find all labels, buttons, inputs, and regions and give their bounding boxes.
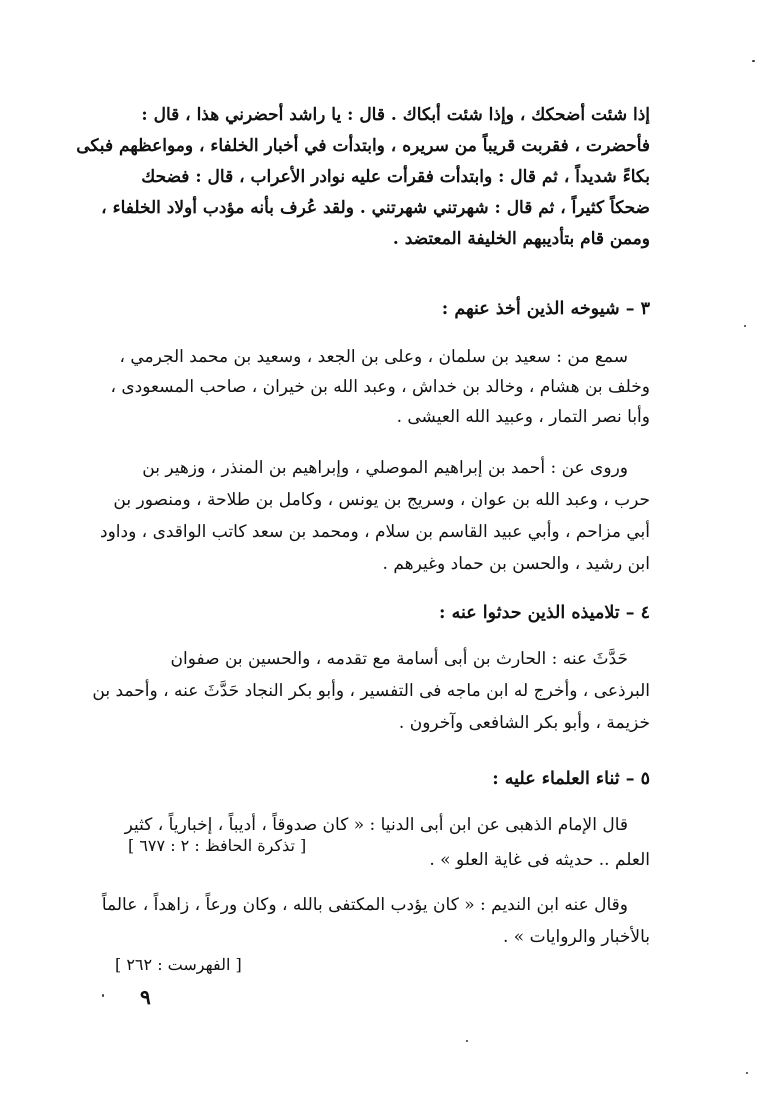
scan-speck [102, 994, 104, 997]
students-paragraph [80, 646, 650, 746]
paragraph-intro [76, 102, 650, 262]
section-4 [80, 600, 650, 630]
scan-speck [744, 325, 746, 327]
text-line: ضحكاً كثيراً ، ثم قال : شهرتني شهرتني . ولقد عُرف بأنه مؤدب أولاد الخلفاء ، [101, 198, 650, 218]
text-line: ابن رشيد ، والحسن بن حماد وغيرهم . [382, 554, 650, 574]
text-line: وروى عن : أحمد بن إبراهيم الموصلي ، وإبراهيم بن المنذر ، وزهير بن [142, 458, 628, 478]
scan-speck [752, 60, 755, 62]
text-line: وقال عنه ابن النديم : « كان يؤدب المكتفى بالله ، وكان ورعاً ، زاهداً ، عالماً [101, 895, 628, 915]
text-line: العلم .. حديثه فى غاية العلو » . [429, 850, 650, 870]
praise-quote-2 [80, 892, 650, 952]
text-line: فأحضرت ، فقربت قريباً من سريره ، وابتدأت في أخبار الخلفاء ، ومواعظهم فبكى [76, 136, 650, 156]
text-line: أبي مزاحم ، وأبي عبيد القاسم بن سلام ، ومحمد بن سعد كاتب الواقدى ، وداود [100, 522, 650, 542]
text-line: البرذعى ، وأخرج له ابن ماجه فى التفسير ، وأبو بكر النجاد حَدَّثَ عنه ، وأحمد بن [92, 681, 650, 701]
text-line: وأبا نصر التمار ، وعبيد الله العيشى . [396, 407, 650, 427]
teachers-paragraph-1 [80, 344, 650, 440]
text-line: حَدَّثَ عنه : الحارث بن أبى أسامة مع تقدمه ، والحسين بن صفوان [170, 649, 628, 669]
scan-speck [466, 1040, 468, 1042]
text-line: حرب ، وعبد الله بن عوان ، وسريج بن يونس ، وكامل بن طلاحة ، ومنصور بن [113, 490, 650, 510]
page-number: ٩ [140, 985, 151, 1009]
section-heading: ٥ – ثناء العلماء عليه : [492, 769, 650, 789]
text-line: وخلف بن هشام ، وخالد بن خداش ، وعبد الله بن خيران ، صاحب المسعودى ، [110, 377, 650, 397]
text-line: خزيمة ، وأبو بكر الشافعى وآخرون . [398, 713, 650, 733]
text-line: قال الإمام الذهبى عن ابن أبى الدنيا : « كان صدوقاً ، أديباً ، إخبارياً ، كثير [124, 815, 628, 835]
text-line: إذا شئت أضحكك ، وإذا شئت أبكاك . قال : يا راشد أحضرني هذا ، قال : [141, 105, 650, 125]
text-line: بالأخبار والروايات » . [503, 927, 650, 947]
text-line: سمع من : سعيد بن سلمان ، وعلى بن الجعد ، وسعيد بن محمد الجرمي ، [119, 347, 628, 367]
section-heading: ٣ – شيوخه الذين أخذ عنهم : [441, 299, 650, 319]
scan-speck [746, 1072, 748, 1074]
section-3 [80, 296, 650, 326]
citation: [ تذكرة الحافظ : ٢ : ٦٧٧ ] [128, 836, 307, 855]
citation: [ الفهرست : ٢٦٢ ] [115, 955, 242, 974]
text-line: بكاءً شديداً ، ثم قال : وابتدأت فقرأت عليه نوادر الأعراب ، قال : فضحك [141, 167, 650, 187]
teachers-paragraph-2 [80, 455, 650, 585]
section-5 [80, 766, 650, 796]
text-line: وممن قام بتأديبهم الخليفة المعتضد . [392, 229, 650, 249]
section-heading: ٤ – تلاميذه الذين حدثوا عنه : [439, 603, 650, 623]
